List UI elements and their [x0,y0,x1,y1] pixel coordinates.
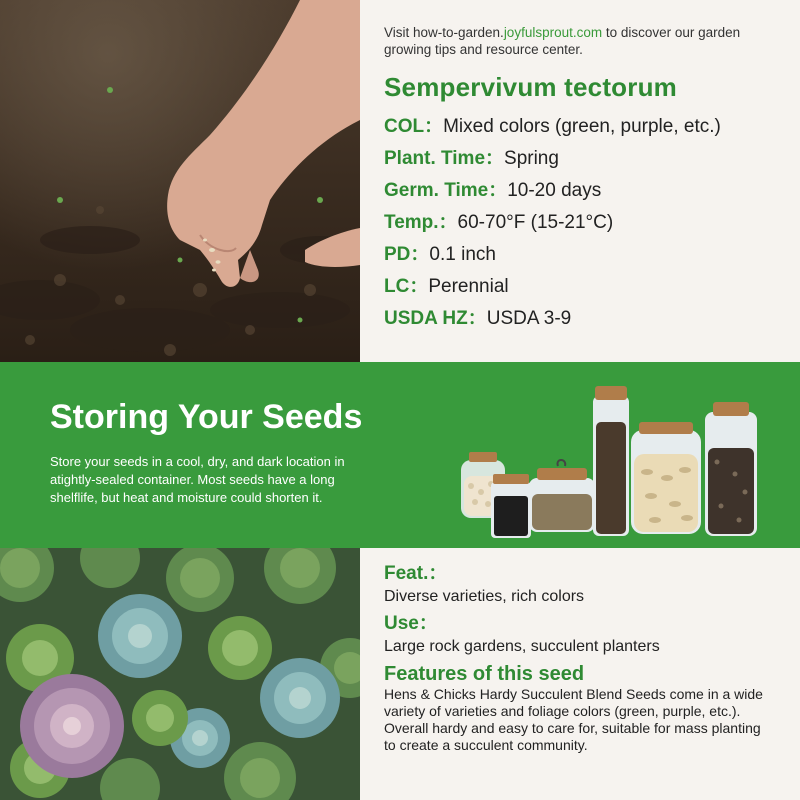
storing-seeds-banner [0,362,800,548]
feat-value: Diverse varieties, rich colors [384,588,585,605]
jar-icon [593,386,629,536]
spec-key: Germ. Time： [384,180,508,201]
features-description: Hens & Chicks Hardy Succulent Blend Seeds come in a wide variety of varieties and foliage colors (green, purple, etc.). Overall hardy and easy to care for, suitable for mass planting to create a succulent community. [384,686,763,753]
spec-planting-time [384,143,800,175]
spec-value: 0.1 inch [429,244,496,265]
use-label: Use： [384,613,438,634]
soil-hand-photo [0,0,360,362]
spec-value: Spring [504,148,559,169]
seed-jars-image [455,382,775,540]
jar-icon [705,402,757,536]
seed-info-panel [360,0,800,362]
features-panel [360,548,800,800]
spec-key: Temp.： [384,212,458,233]
jar-icon [529,460,595,532]
spec-key: COL： [384,116,444,137]
top-section [0,0,800,362]
website-link[interactable]: joyfulsprout.com [503,25,603,40]
spec-temperature [384,207,800,239]
jar-icon [631,422,701,534]
spec-planting-depth [384,239,800,271]
spec-value: 10-20 days [507,180,602,201]
spec-list [384,111,800,335]
spec-value: Perennial [428,276,509,297]
use-value: Large rock gardens, succulent planters [384,638,660,655]
spec-usda-zone [384,303,800,335]
feat-label: Feat.： [384,563,448,584]
species-title: Sempervivum tectorum [384,72,677,102]
spec-value: 60-70°F (15-21°C) [457,212,614,233]
spec-value: Mixed colors (green, purple, etc.) [443,116,721,137]
visit-prefix: Visit how-to-garden. [384,25,504,40]
spec-color [384,111,800,143]
spec-key: USDA HZ： [384,308,487,329]
spec-life-cycle [384,271,800,303]
spec-key: LC： [384,276,429,297]
succulents-photo [0,548,360,800]
jar-icon [491,474,531,538]
storing-text: Store your seeds in a cool, dry, and dark location in atightly-sealed container. Most seeds have a long shelflife, but heat and moisture could shorten it. [50,454,345,505]
spec-germination-time [384,175,800,207]
spec-key: PD： [384,244,430,265]
spec-key: Plant. Time： [384,148,505,169]
visit-text [384,24,784,58]
features-heading: Features of this seed [384,663,585,685]
spec-value: USDA 3-9 [486,308,572,329]
visit-suffix: to discover our garden growing tips and resource center. [384,25,741,57]
storing-title: Storing Your Seeds [50,398,363,436]
